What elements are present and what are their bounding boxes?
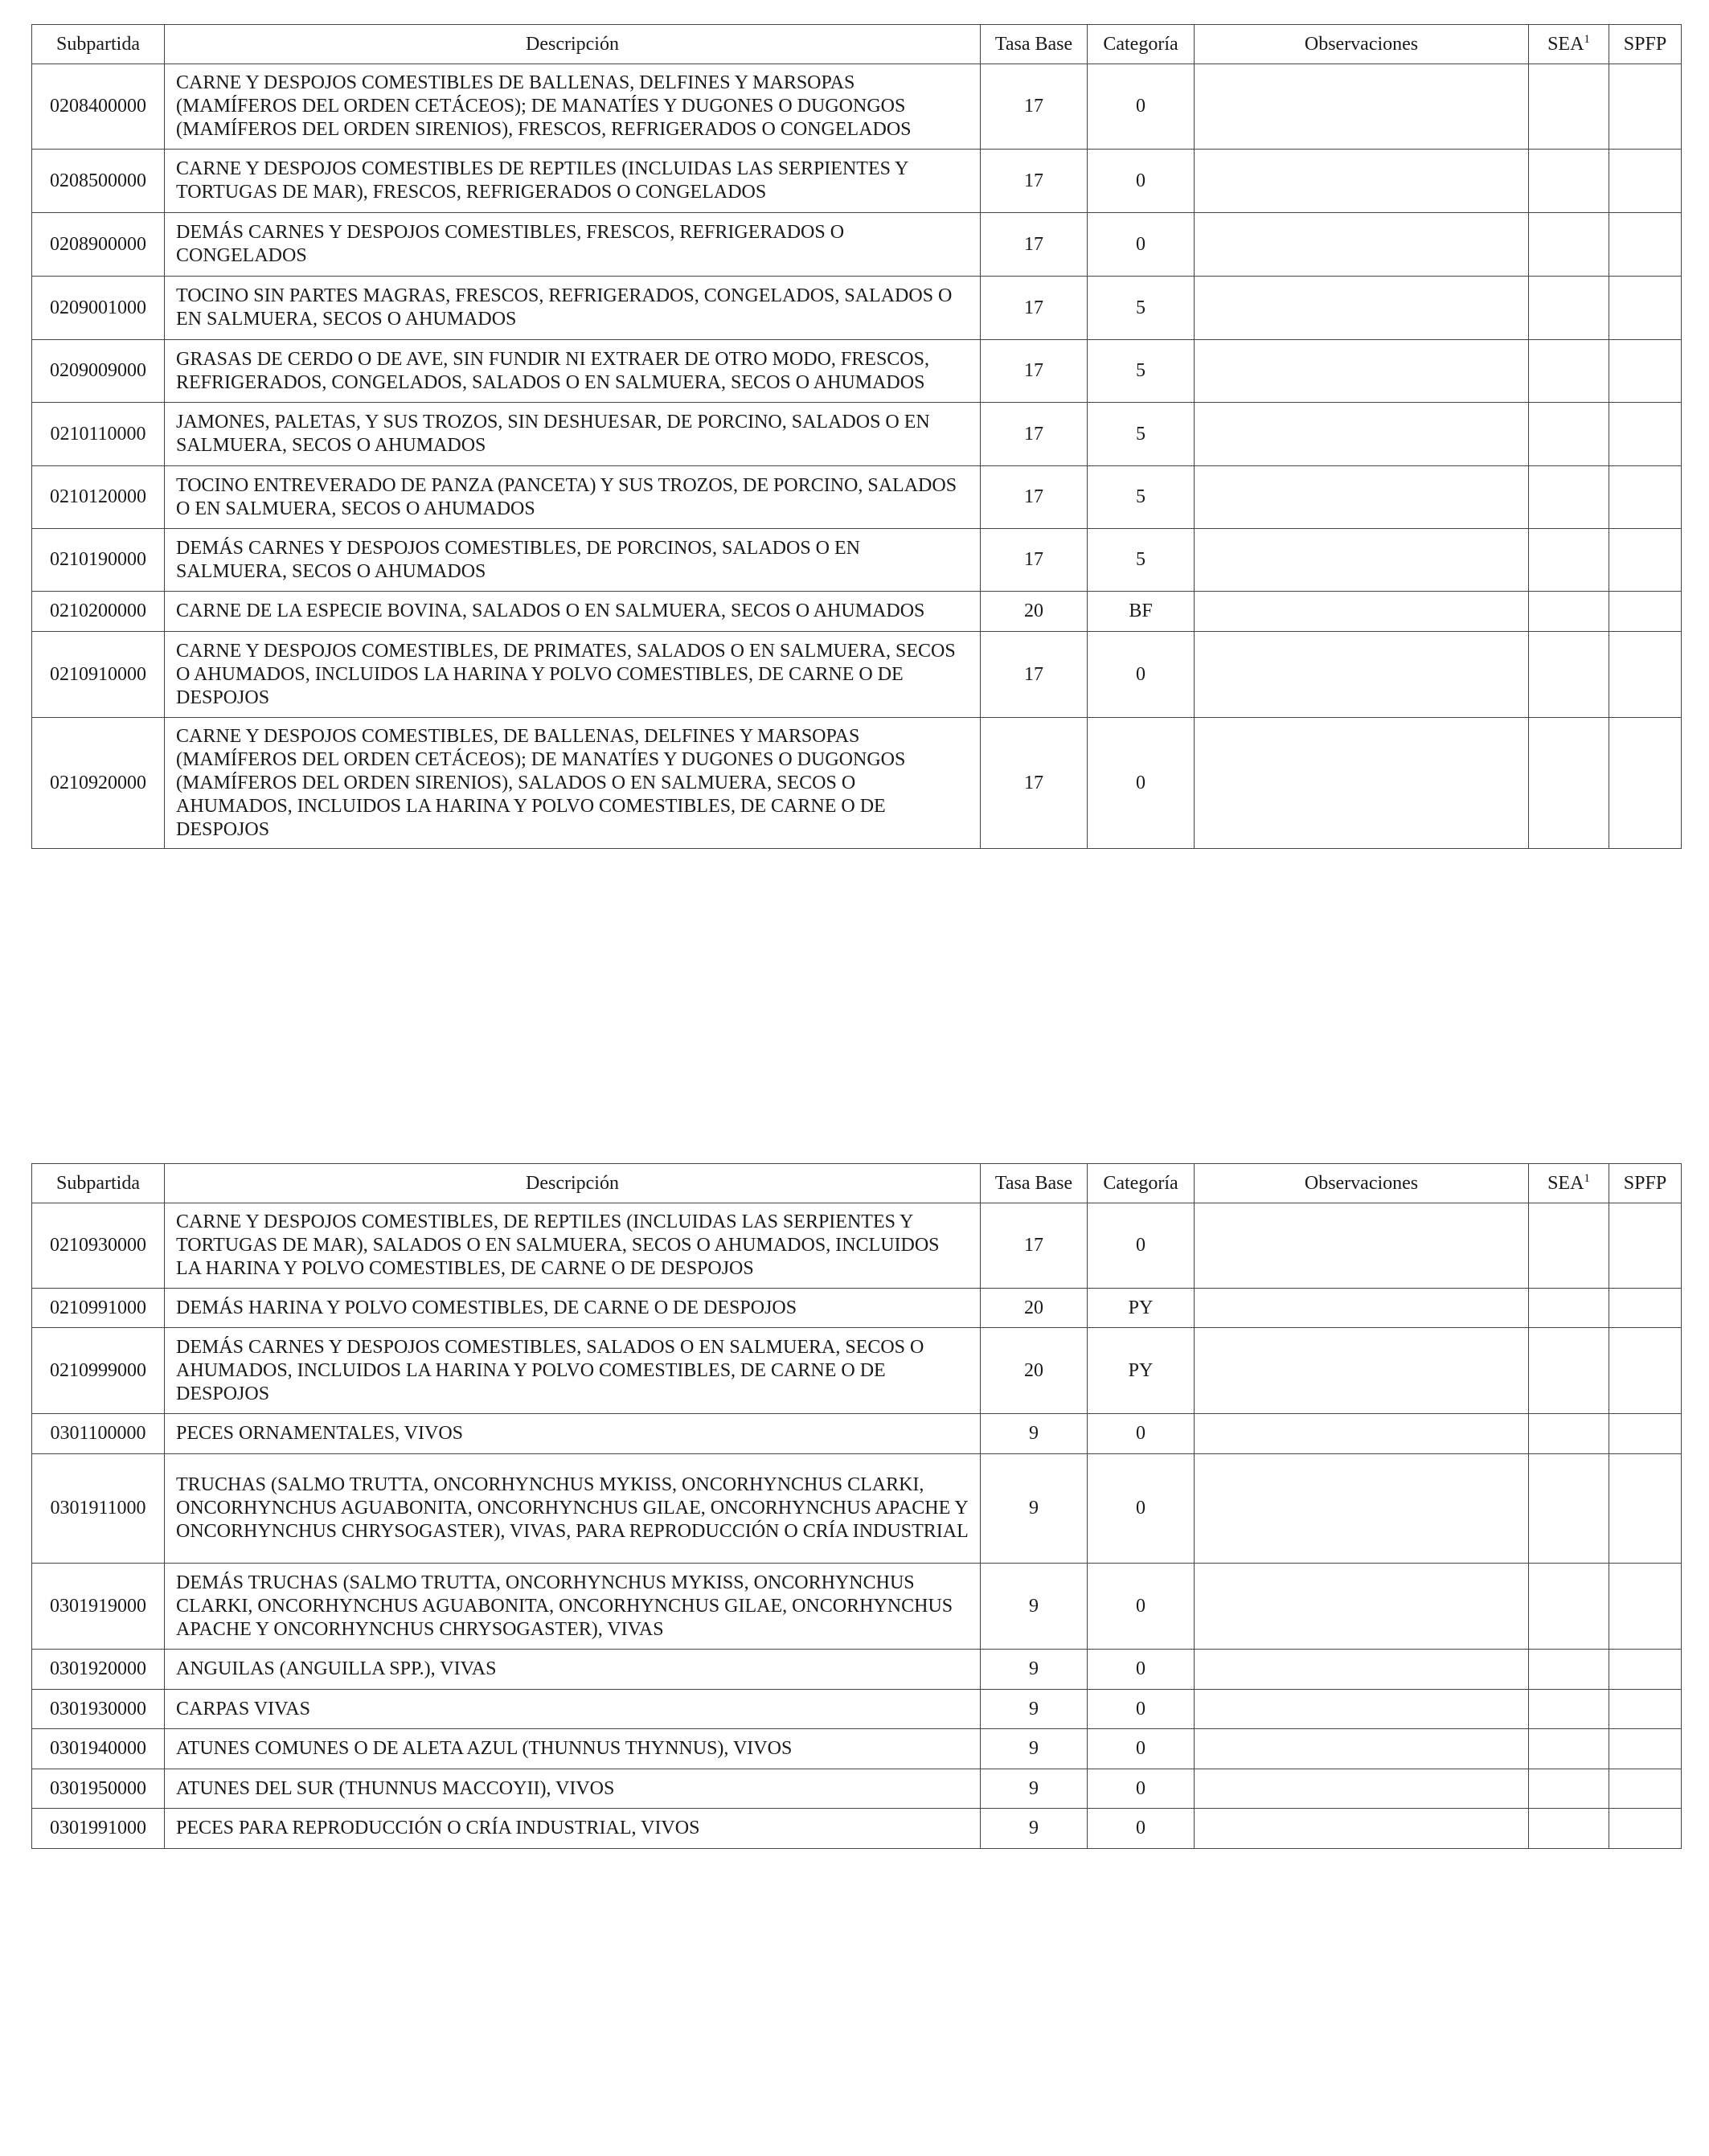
table-row	[32, 1650, 1682, 1690]
header-tasa-base: Tasa Base	[981, 1164, 1088, 1203]
cell-spfp	[1609, 1729, 1682, 1769]
cell-observaciones	[1195, 277, 1529, 340]
header-sea-label: SEA	[1547, 33, 1584, 55]
cell-sea	[1529, 1690, 1609, 1729]
cell-sea	[1529, 213, 1609, 277]
cell-sea	[1529, 1203, 1609, 1289]
cell-categoria: 0	[1088, 1564, 1195, 1650]
cell-observaciones	[1195, 1289, 1529, 1328]
cell-observaciones	[1195, 466, 1529, 529]
cell-tasa-base: 9	[981, 1650, 1088, 1690]
cell-tasa-base: 17	[981, 718, 1088, 849]
table-row	[32, 1690, 1682, 1729]
cell-spfp	[1609, 1564, 1682, 1650]
cell-observaciones	[1195, 1690, 1529, 1729]
cell-categoria: 0	[1088, 1650, 1195, 1690]
cell-subpartida: 0301991000	[32, 1809, 165, 1849]
cell-subpartida: 0301919000	[32, 1564, 165, 1650]
cell-descripcion: CARPAS VIVAS	[165, 1690, 981, 1729]
cell-observaciones	[1195, 1414, 1529, 1454]
table-row	[32, 64, 1682, 150]
cell-categoria: 0	[1088, 1729, 1195, 1769]
cell-tasa-base: 17	[981, 340, 1088, 403]
cell-descripcion: CARNE DE LA ESPECIE BOVINA, SALADOS O EN SALMUERA, SECOS O AHUMADOS	[165, 592, 981, 632]
cell-categoria: 0	[1088, 632, 1195, 718]
table-row	[32, 340, 1682, 403]
cell-observaciones	[1195, 718, 1529, 849]
cell-spfp	[1609, 1203, 1682, 1289]
cell-descripcion: DEMÁS CARNES Y DESPOJOS COMESTIBLES, DE PORCINOS, SALADOS O EN SALMUERA, SECOS O AHUMADOS	[165, 529, 981, 592]
cell-subpartida: 0301940000	[32, 1729, 165, 1769]
cell-descripcion: CARNE Y DESPOJOS COMESTIBLES, DE REPTILES (INCLUIDAS LAS SERPIENTES Y TORTUGAS DE MAR), SALADOS O EN SALMUERA, SECOS O AHUMADOS, INCLUIDOS LA HARINA Y POLVO COMESTIBLES, DE CARNE O DE DESPOJOS	[165, 1203, 981, 1289]
cell-categoria: 0	[1088, 150, 1195, 213]
cell-tasa-base: 9	[981, 1729, 1088, 1769]
cell-tasa-base: 9	[981, 1769, 1088, 1809]
cell-spfp	[1609, 150, 1682, 213]
cell-descripcion: CARNE Y DESPOJOS COMESTIBLES DE BALLENAS, DELFINES Y MARSOPAS (MAMÍFEROS DEL ORDEN CETÁCEOS); DE MANATÍES Y DUGONES O DUGONGOS (MAMÍFEROS DEL ORDEN SIRENIOS), FRESCOS, REFRIGERADOS O CONGELADOS	[165, 64, 981, 150]
cell-subpartida: 0209001000	[32, 277, 165, 340]
cell-sea	[1529, 403, 1609, 466]
header-spfp: SPFP	[1609, 1164, 1682, 1203]
cell-spfp	[1609, 1289, 1682, 1328]
header-categoria: Categoría	[1088, 1164, 1195, 1203]
header-spfp: SPFP	[1609, 25, 1682, 64]
cell-sea	[1529, 1729, 1609, 1769]
cell-spfp	[1609, 1809, 1682, 1849]
cell-tasa-base: 20	[981, 1328, 1088, 1414]
cell-spfp	[1609, 1454, 1682, 1564]
cell-observaciones	[1195, 632, 1529, 718]
header-sea-footnote: 1	[1584, 32, 1590, 46]
cell-subpartida: 0209009000	[32, 340, 165, 403]
table-row	[32, 1454, 1682, 1564]
cell-tasa-base: 17	[981, 213, 1088, 277]
table-row	[32, 1328, 1682, 1414]
cell-descripcion: DEMÁS TRUCHAS (SALMO TRUTTA, ONCORHYNCHUS MYKISS, ONCORHYNCHUS CLARKI, ONCORHYNCHUS AGUABONITA, ONCORHYNCHUS GILAE, ONCORHYNCHUS APACHE Y ONCORHYNCHUS CHRYSOGASTER), VIVAS	[165, 1564, 981, 1650]
cell-tasa-base: 17	[981, 277, 1088, 340]
cell-categoria: 0	[1088, 213, 1195, 277]
cell-spfp	[1609, 632, 1682, 718]
cell-categoria: 5	[1088, 403, 1195, 466]
cell-observaciones	[1195, 150, 1529, 213]
table-row	[32, 213, 1682, 277]
cell-sea	[1529, 64, 1609, 150]
cell-observaciones	[1195, 1564, 1529, 1650]
table-row	[32, 1564, 1682, 1650]
cell-descripcion: ATUNES COMUNES O DE ALETA AZUL (THUNNUS THYNNUS), VIVOS	[165, 1729, 981, 1769]
cell-subpartida: 0210190000	[32, 529, 165, 592]
cell-subpartida: 0210991000	[32, 1289, 165, 1328]
cell-observaciones	[1195, 592, 1529, 632]
cell-sea	[1529, 1769, 1609, 1809]
cell-observaciones	[1195, 64, 1529, 150]
cell-sea	[1529, 1289, 1609, 1328]
cell-spfp	[1609, 1328, 1682, 1414]
header-observaciones: Observaciones	[1195, 1164, 1529, 1203]
header-sea-label: SEA	[1547, 1172, 1584, 1194]
cell-subpartida: 0208400000	[32, 64, 165, 150]
cell-categoria: 5	[1088, 340, 1195, 403]
cell-subpartida: 0301100000	[32, 1414, 165, 1454]
tariff-table-2	[31, 1163, 1682, 1849]
cell-descripcion: JAMONES, PALETAS, Y SUS TROZOS, SIN DESHUESAR, DE PORCINO, SALADOS O EN SALMUERA, SECOS O AHUMADOS	[165, 403, 981, 466]
cell-descripcion: DEMÁS CARNES Y DESPOJOS COMESTIBLES, SALADOS O EN SALMUERA, SECOS O AHUMADOS, INCLUIDOS LA HARINA Y POLVO COMESTIBLES, DE CARNE O DE DESPOJOS	[165, 1328, 981, 1414]
cell-observaciones	[1195, 213, 1529, 277]
header-observaciones: Observaciones	[1195, 25, 1529, 64]
cell-subpartida: 0210930000	[32, 1203, 165, 1289]
cell-sea	[1529, 718, 1609, 849]
table-row	[32, 403, 1682, 466]
cell-sea	[1529, 1328, 1609, 1414]
header-tasa-base: Tasa Base	[981, 25, 1088, 64]
cell-subpartida: 0208900000	[32, 213, 165, 277]
header-subpartida: Subpartida	[32, 25, 165, 64]
cell-subpartida: 0210200000	[32, 592, 165, 632]
table-row	[32, 277, 1682, 340]
cell-descripcion: TOCINO SIN PARTES MAGRAS, FRESCOS, REFRIGERADOS, CONGELADOS, SALADOS O EN SALMUERA, SECOS O AHUMADOS	[165, 277, 981, 340]
cell-spfp	[1609, 213, 1682, 277]
cell-categoria: PY	[1088, 1289, 1195, 1328]
cell-categoria: BF	[1088, 592, 1195, 632]
table-header-row	[32, 25, 1682, 64]
table-row	[32, 150, 1682, 213]
cell-descripcion: PECES ORNAMENTALES, VIVOS	[165, 1414, 981, 1454]
cell-descripcion: CARNE Y DESPOJOS COMESTIBLES DE REPTILES (INCLUIDAS LAS SERPIENTES Y TORTUGAS DE MAR), FRESCOS, REFRIGERADOS O CONGELADOS	[165, 150, 981, 213]
cell-tasa-base: 9	[981, 1809, 1088, 1849]
header-sea-footnote: 1	[1584, 1171, 1590, 1185]
cell-observaciones	[1195, 1769, 1529, 1809]
table-row	[32, 1203, 1682, 1289]
cell-categoria: 0	[1088, 1690, 1195, 1729]
table-row	[32, 632, 1682, 718]
cell-subpartida: 0301920000	[32, 1650, 165, 1690]
cell-categoria: 0	[1088, 1769, 1195, 1809]
cell-tasa-base: 17	[981, 150, 1088, 213]
cell-sea	[1529, 1809, 1609, 1849]
cell-spfp	[1609, 277, 1682, 340]
cell-tasa-base: 17	[981, 466, 1088, 529]
cell-sea	[1529, 1414, 1609, 1454]
cell-descripcion: TRUCHAS (SALMO TRUTTA, ONCORHYNCHUS MYKISS, ONCORHYNCHUS CLARKI, ONCORHYNCHUS AGUABONITA, ONCORHYNCHUS GILAE, ONCORHYNCHUS APACHE Y ONCORHYNCHUS CHRYSOGASTER), VIVAS, PARA REPRODUCCIÓN O CRÍA INDUSTRIAL	[165, 1454, 981, 1564]
header-descripcion: Descripción	[165, 1164, 981, 1203]
cell-sea	[1529, 1454, 1609, 1564]
cell-subpartida: 0301930000	[32, 1690, 165, 1729]
cell-descripcion: DEMÁS HARINA Y POLVO COMESTIBLES, DE CARNE O DE DESPOJOS	[165, 1289, 981, 1328]
cell-observaciones	[1195, 403, 1529, 466]
cell-categoria: 0	[1088, 1454, 1195, 1564]
cell-sea	[1529, 592, 1609, 632]
cell-spfp	[1609, 466, 1682, 529]
cell-observaciones	[1195, 1328, 1529, 1414]
cell-observaciones	[1195, 1809, 1529, 1849]
cell-categoria: 0	[1088, 1809, 1195, 1849]
cell-observaciones	[1195, 1729, 1529, 1769]
cell-spfp	[1609, 1650, 1682, 1690]
cell-spfp	[1609, 592, 1682, 632]
cell-observaciones	[1195, 1454, 1529, 1564]
cell-tasa-base: 20	[981, 1289, 1088, 1328]
cell-tasa-base: 9	[981, 1414, 1088, 1454]
cell-categoria: 0	[1088, 64, 1195, 150]
cell-tasa-base: 9	[981, 1454, 1088, 1564]
cell-observaciones	[1195, 529, 1529, 592]
table-row	[32, 1289, 1682, 1328]
cell-subpartida: 0210920000	[32, 718, 165, 849]
cell-sea	[1529, 1650, 1609, 1690]
cell-spfp	[1609, 1414, 1682, 1454]
table-row	[32, 1809, 1682, 1849]
table-row	[32, 1729, 1682, 1769]
cell-descripcion: TOCINO ENTREVERADO DE PANZA (PANCETA) Y SUS TROZOS, DE PORCINO, SALADOS O EN SALMUERA, SECOS O AHUMADOS	[165, 466, 981, 529]
cell-subpartida: 0208500000	[32, 150, 165, 213]
cell-descripcion: CARNE Y DESPOJOS COMESTIBLES, DE PRIMATES, SALADOS O EN SALMUERA, SECOS O AHUMADOS, INCLUIDOS LA HARINA Y POLVO COMESTIBLES, DE CARNE O DE DESPOJOS	[165, 632, 981, 718]
cell-sea	[1529, 150, 1609, 213]
cell-sea	[1529, 1564, 1609, 1650]
cell-subpartida: 0301950000	[32, 1769, 165, 1809]
cell-spfp	[1609, 403, 1682, 466]
cell-tasa-base: 17	[981, 529, 1088, 592]
table-row	[32, 529, 1682, 592]
cell-sea	[1529, 466, 1609, 529]
cell-tasa-base: 17	[981, 632, 1088, 718]
cell-spfp	[1609, 1769, 1682, 1809]
cell-sea	[1529, 340, 1609, 403]
header-descripcion: Descripción	[165, 25, 981, 64]
table-row	[32, 718, 1682, 849]
cell-spfp	[1609, 340, 1682, 403]
cell-categoria: 0	[1088, 1203, 1195, 1289]
cell-categoria: 5	[1088, 277, 1195, 340]
table-row	[32, 1414, 1682, 1454]
cell-observaciones	[1195, 1203, 1529, 1289]
header-categoria: Categoría	[1088, 25, 1195, 64]
cell-tasa-base: 9	[981, 1564, 1088, 1650]
table-row	[32, 592, 1682, 632]
cell-descripcion: GRASAS DE CERDO O DE AVE, SIN FUNDIR NI EXTRAER DE OTRO MODO, FRESCOS, REFRIGERADOS, CONGELADOS, SALADOS O EN SALMUERA, SECOS O AHUMADOS	[165, 340, 981, 403]
table-row	[32, 466, 1682, 529]
cell-tasa-base: 20	[981, 592, 1088, 632]
cell-subpartida: 0210999000	[32, 1328, 165, 1414]
cell-categoria: 5	[1088, 466, 1195, 529]
header-sea	[1529, 1164, 1609, 1203]
header-sea	[1529, 25, 1609, 64]
cell-descripcion: DEMÁS CARNES Y DESPOJOS COMESTIBLES, FRESCOS, REFRIGERADOS O CONGELADOS	[165, 213, 981, 277]
cell-spfp	[1609, 64, 1682, 150]
cell-observaciones	[1195, 1650, 1529, 1690]
cell-subpartida: 0210120000	[32, 466, 165, 529]
cell-spfp	[1609, 529, 1682, 592]
cell-spfp	[1609, 718, 1682, 849]
cell-sea	[1529, 529, 1609, 592]
cell-descripcion: PECES PARA REPRODUCCIÓN O CRÍA INDUSTRIAL, VIVOS	[165, 1809, 981, 1849]
cell-observaciones	[1195, 340, 1529, 403]
cell-categoria: 0	[1088, 718, 1195, 849]
cell-tasa-base: 17	[981, 403, 1088, 466]
cell-categoria: 0	[1088, 1414, 1195, 1454]
cell-subpartida: 0210110000	[32, 403, 165, 466]
cell-sea	[1529, 277, 1609, 340]
cell-tasa-base: 17	[981, 1203, 1088, 1289]
cell-spfp	[1609, 1690, 1682, 1729]
cell-subpartida: 0210910000	[32, 632, 165, 718]
cell-descripcion: ANGUILAS (ANGUILLA SPP.), VIVAS	[165, 1650, 981, 1690]
table-header-row	[32, 1164, 1682, 1203]
cell-categoria: PY	[1088, 1328, 1195, 1414]
tariff-table-1	[31, 24, 1682, 849]
cell-descripcion: ATUNES DEL SUR (THUNNUS MACCOYII), VIVOS	[165, 1769, 981, 1809]
cell-sea	[1529, 632, 1609, 718]
table-row	[32, 1769, 1682, 1809]
cell-categoria: 5	[1088, 529, 1195, 592]
cell-descripcion: CARNE Y DESPOJOS COMESTIBLES, DE BALLENAS, DELFINES Y MARSOPAS (MAMÍFEROS DEL ORDEN CETÁCEOS); DE MANATÍES Y DUGONES O DUGONGOS (MAMÍFEROS DEL ORDEN SIRENIOS), SALADOS O EN SALMUERA, SECOS O AHUMADOS, INCLUIDOS LA HARINA Y POLVO COMESTIBLES, DE CARNE O DE DESPOJOS	[165, 718, 981, 849]
cell-subpartida: 0301911000	[32, 1454, 165, 1564]
cell-tasa-base: 17	[981, 64, 1088, 150]
header-subpartida: Subpartida	[32, 1164, 165, 1203]
cell-tasa-base: 9	[981, 1690, 1088, 1729]
